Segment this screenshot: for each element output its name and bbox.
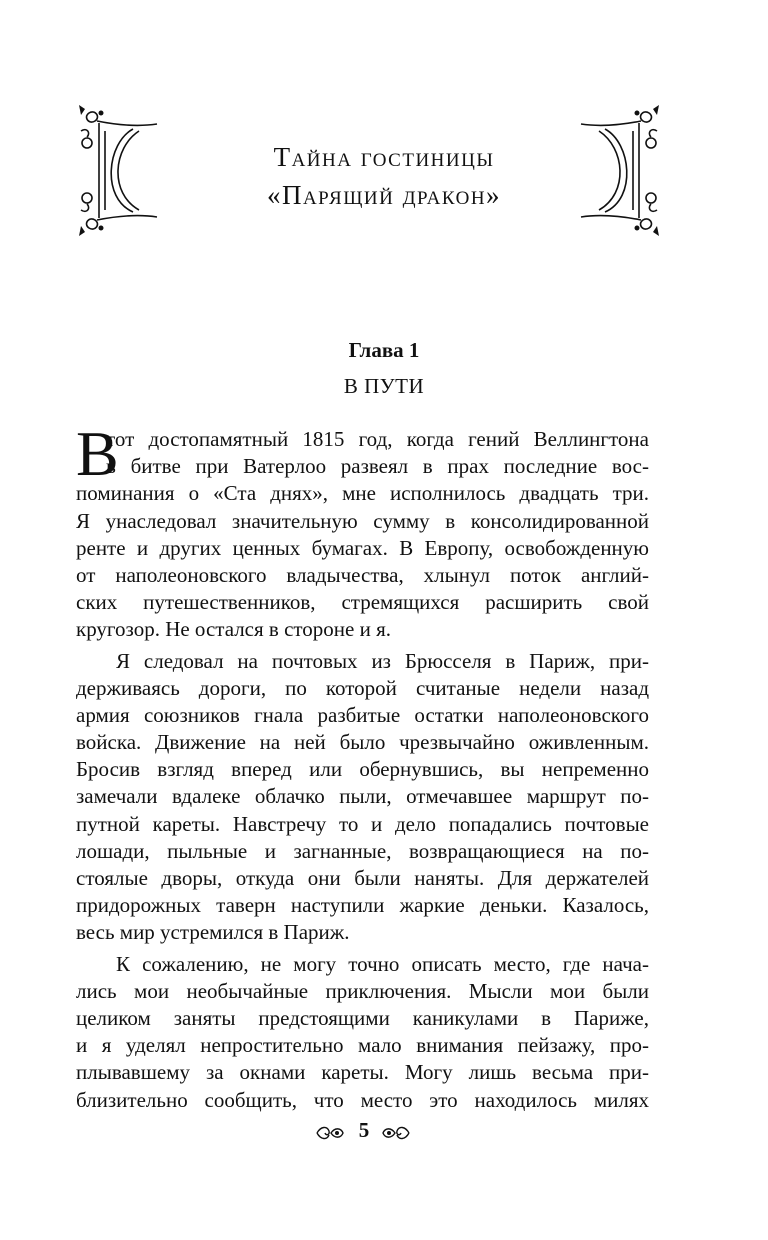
page-footer (0, 1118, 768, 1148)
text-line: армия союзников гнала разбитые остатки наполеоновского (76, 702, 649, 727)
text-line: путной кареты. Навстречу то и дело попадались почтовые (76, 811, 649, 836)
text-line: и я уделял непростительно мало внимания пейзажу, про- (76, 1033, 649, 1058)
text-line: ренте и других ценных бумагах. В Европу, освобожденную (76, 535, 649, 560)
chapter-title: В ПУТИ (343, 374, 425, 398)
text-line: Я унаследовал значительную сумму в консолидированной (76, 508, 649, 533)
body-text (76, 418, 649, 1114)
text-line: стоялые дворы, откуда они были наняты. Для держателей (76, 866, 649, 890)
paragraph-3 (76, 951, 649, 1114)
text-line: кругозор. Не остался в стороне и я. (76, 617, 392, 642)
text-line: Бросив взгляд вперед или обернувшись, вы непременно (76, 757, 649, 782)
text-line: войска. Движение на ней было чрезвычайно оживленным. (76, 730, 649, 755)
page-number: 5 (358, 1118, 370, 1142)
text-line: замечали вдалеке облачко пыли, отмечавшее маршрут по- (76, 784, 649, 809)
book-title-line-1: Тайна гостиницы (273, 142, 495, 172)
chapter-number: Глава 1 (348, 338, 420, 362)
text-line: лись мои необычайные приключения. Мысли мои были (76, 978, 649, 1003)
paragraph-1 (76, 418, 649, 644)
text-line: придорожных таверн наступили жаркие деньки. Казалось, (76, 893, 649, 918)
text-line: К сожалению, не могу точно описать место, где нача- (116, 951, 649, 976)
text-line: ских путешественников, стремящихся расширить свой (76, 590, 649, 615)
flourish-left-icon (315, 1122, 345, 1144)
text-line: поминания о «Ста днях», мне исполнилось двадцать три. (76, 481, 649, 506)
text-line: в битве при Ватерлоо развеял в прах последние вос- (106, 454, 649, 479)
text-line: близительно сообщить, что место это находилось милях (76, 1087, 649, 1112)
text-line: лошади, пыльные и загнанные, возвращающиеся на по- (76, 838, 649, 863)
text-line: от наполеоновского владычества, хлынул поток англий- (76, 562, 649, 587)
book-title-line-2: «Парящий дракон» (266, 180, 502, 210)
text-line: плывавшему за окнами кареты. Могу лишь весьма при- (76, 1060, 649, 1085)
paragraph-2 (76, 648, 649, 947)
book-title (180, 138, 588, 214)
drop-cap: В (76, 418, 119, 489)
text-line: тот достопамятный 1815 год, когда гений Веллингтона (106, 427, 649, 451)
text-line: целиком заняты предстоящими каникулами в Париже, (76, 1005, 649, 1030)
title-ornament-left-icon (77, 103, 163, 238)
flourish-right-icon (381, 1122, 411, 1144)
text-line: держиваясь дороги, по которой считаные недели назад (76, 675, 649, 700)
text-line: Я следовал на почтовых из Брюсселя в Париж, при- (116, 648, 649, 673)
text-line: весь мир устремился в Париж. (76, 920, 350, 945)
